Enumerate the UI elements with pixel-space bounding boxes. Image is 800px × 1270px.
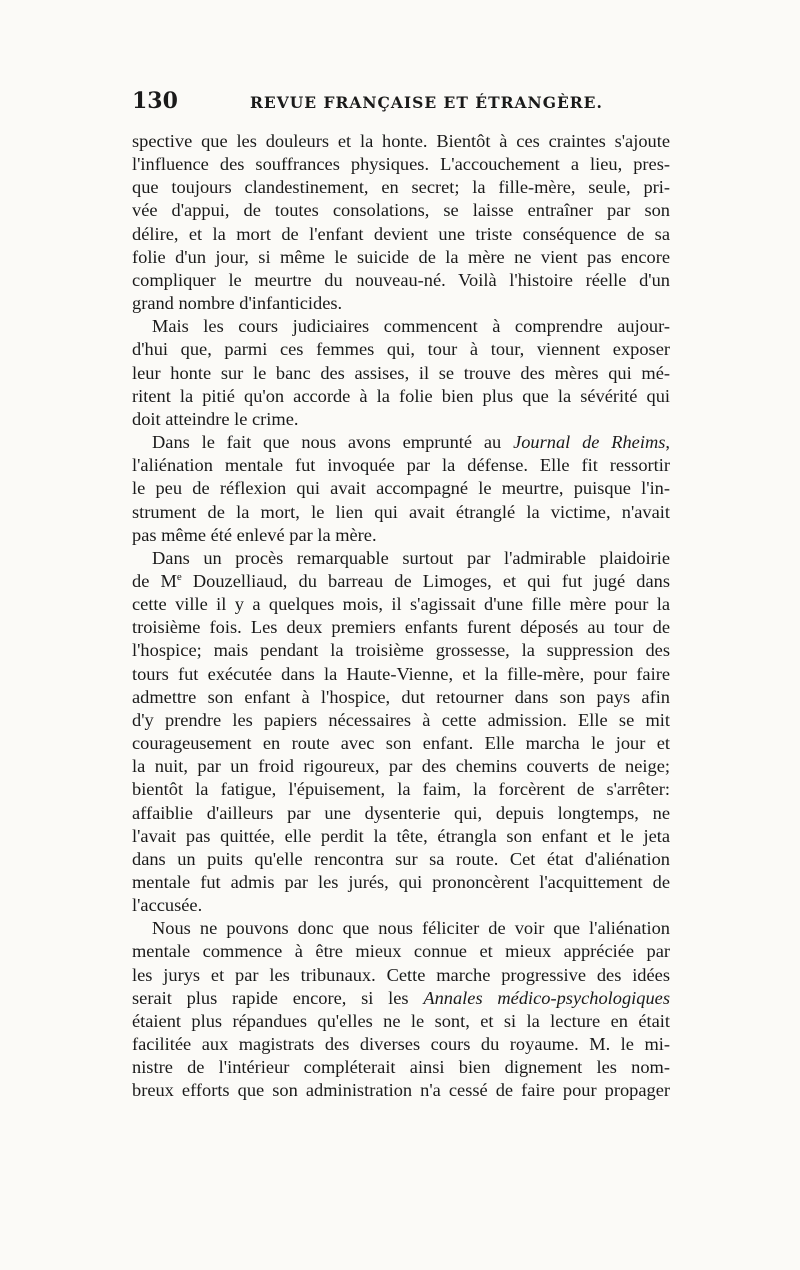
text-line: d'hui que, parmi ces femmes qui, tour à tour, viennent exposer — [132, 339, 670, 360]
text-line — [132, 431, 670, 454]
text-line: vée d'appui, de toutes consolations, se laisse entraîner par son — [132, 200, 670, 221]
text-line — [132, 570, 670, 593]
text-run: Douzelliaud, du barreau de Limoges, et qui fut jugé dans — [181, 570, 671, 591]
text-line: Dans un procès remarquable surtout par l'admirable plaidoirie — [152, 547, 670, 568]
body-text — [132, 130, 670, 1103]
text-line: l'aliénation mentale fut invoquée par la défense. Elle fit ressortir — [132, 455, 670, 476]
text-line: grand nombre d'infanticides. — [132, 293, 343, 314]
paragraph-1 — [132, 130, 670, 315]
page-header — [132, 88, 670, 118]
text-line: le peu de réflexion qui avait accompagné le meurtre, puisque l'in- — [132, 478, 670, 499]
page-number: 130 — [132, 88, 178, 114]
text-line: pas même été enlevé par la mère. — [132, 524, 377, 545]
text-line: spective que les douleurs et la honte. Bientôt à ces craintes s'ajoute — [132, 131, 670, 151]
text-line: délire, et la mort de l'enfant devient une triste conséquence de sa — [132, 223, 670, 244]
text-line: admettre son enfant à l'hospice, dut retourner dans son pays afin — [132, 686, 670, 707]
journal-title: Journal de Rheims — [513, 432, 666, 453]
paragraph-3 — [132, 431, 670, 547]
text-line: mentale fut admis par les jurés, qui prononcèrent l'acquittement de — [132, 872, 670, 892]
text-line: les jurys et par les tribunaux. Cette marche progressive des idées — [132, 964, 670, 985]
text-line: tours fut exécutée dans la Haute-Vienne, et la fille-mère, pour faire — [132, 663, 670, 684]
text-line: d'y prendre les papiers nécessaires à cette admission. Elle se mit — [132, 709, 670, 730]
text-line: l'hospice; mais pendant la troisième grossesse, la suppression des — [132, 640, 670, 661]
text-line: strument de la mort, le lien qui avait étranglé la victime, n'avait — [132, 501, 670, 522]
text-line: Nous ne pouvons donc que nous féliciter de voir que l'aliénation — [152, 918, 670, 939]
text-run: de M — [132, 570, 177, 591]
text-run: , — [665, 432, 670, 453]
paragraph-5 — [132, 917, 670, 1102]
text-line: cette ville il y a quelques mois, il s'agissait d'une fille mère pour la — [132, 594, 670, 615]
superscript: e — [176, 570, 182, 583]
text-line: bientôt la fatigue, l'épuisement, la faim, la forcèrent de s'arrêter: — [132, 779, 670, 800]
paragraph-2 — [132, 315, 670, 431]
text-line: breux efforts que son administration n'a cessé de faire pour propager — [132, 1080, 670, 1101]
paragraph-4 — [132, 547, 670, 918]
text-line: ritent la pitié qu'on accorde à la folie bien plus que la sévérité qui — [132, 385, 670, 406]
journal-title: Annales médico-psychologiques — [423, 987, 670, 1008]
text-line: Mais les cours judiciaires commencent à comprendre aujour- — [152, 316, 670, 337]
text-line: doit atteindre le crime. — [132, 408, 299, 429]
text-line: leur honte sur le banc des assises, il se trouve des mères qui mé- — [132, 362, 670, 383]
text-line: la nuit, par un froid rigoureux, par des chemins couverts de neige; — [132, 756, 670, 777]
text-run: serait plus rapide encore, si les — [132, 987, 424, 1008]
text-line: l'influence des souffrances physiques. L'accouchement a lieu, pres- — [132, 154, 670, 175]
text-line: l'avait pas quittée, elle perdit la tête, étrangla son enfant et le jeta — [132, 825, 670, 846]
text-line: mentale commence à être mieux connue et mieux appréciée par — [132, 941, 670, 962]
text-line: troisième fois. Les deux premiers enfants furent déposés au tour de — [132, 617, 670, 638]
text-line: que toujours clandestinement, en secret; la fille-mère, seule, pri- — [132, 177, 670, 198]
text-line: l'accusée. — [132, 895, 203, 916]
text-line: étaient plus répandues qu'elles ne le sont, et si la lecture en était — [132, 1010, 670, 1031]
text-line: nistre de l'intérieur compléterait ainsi bien dignement les nom- — [132, 1057, 670, 1078]
text-run: Dans le fait que nous avons emprunté au — [152, 432, 514, 453]
text-line: facilitée aux magistrats des diverses cours du royaume. M. le mi- — [132, 1034, 670, 1055]
text-line: courageusement en route avec son enfant. Elle marcha le jour et — [132, 733, 670, 754]
text-line — [132, 987, 670, 1010]
running-head: REVUE FRANÇAISE ET ÉTRANGÈRE. — [250, 93, 603, 112]
text-line: dans un puits qu'elle rencontra sur sa route. Cet état d'aliénation — [132, 848, 670, 869]
text-line: affaiblie d'ailleurs par une dysenterie qui, depuis longtemps, ne — [132, 802, 670, 823]
text-line: compliquer le meurtre du nouveau-né. Voilà l'histoire réelle d'un — [132, 269, 670, 290]
text-line: folie d'un jour, si même le suicide de la mère ne vient pas encore — [132, 246, 670, 267]
